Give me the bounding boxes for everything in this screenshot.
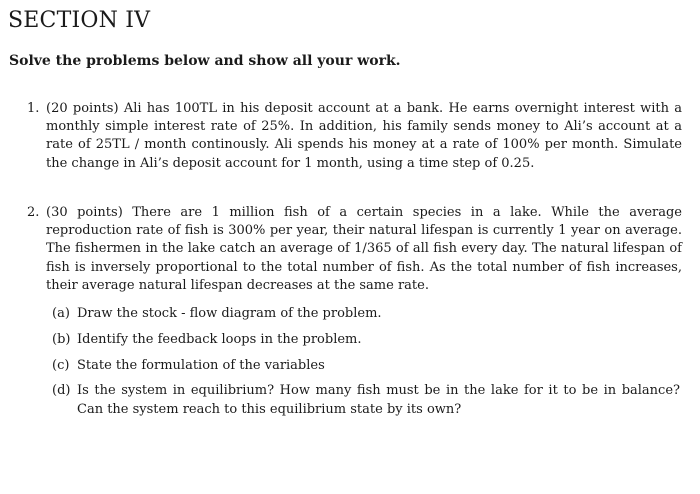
problem-text: (30 points) There are 1 million fish of a certain species in a lake. While the average reproduction rate of fish is 300% per year, their natural lifespan is currently 1 year on average. The fishermen in the lake catch an average of 1/365 of all fish every day. The natural lifespan of fish is inversely proportional to the total number of fish. As the total number of fish increases, their average natural lifespan decreases at the same rate. [46, 205, 682, 293]
section-title: SECTION IV [8, 8, 151, 33]
subpart-label: (c) [52, 357, 70, 373]
subpart-label: (b) [52, 331, 71, 347]
subpart-text: Is the system in equilibrium? How many fish must be in the lake for it to be in balance? Can the system reach to this equilibrium state by its own? [77, 383, 680, 417]
problem-number: 2. [27, 205, 40, 220]
subpart-text: State the formulation of the variables [77, 357, 325, 373]
problem-1 [27, 100, 682, 173]
subpart-text: Draw the stock - flow diagram of the problem. [77, 306, 382, 321]
subpart-label: (a) [52, 306, 70, 321]
subpart-b [52, 331, 680, 349]
instructions: Solve the problems below and show all your work. [9, 53, 401, 69]
subpart-label: (d) [52, 383, 71, 399]
problem-text: (20 points) Ali has 100TL in his deposit account at a bank. He earns overnight interest with a monthly simple interest rate of 25%. In addition, his family sends money to Ali’s account at a rate of 25TL / month continously. Ali spends his money at a rate of 100% per month. Simulate the change in Ali’s deposit account for 1 month, using a time step of 0.25. [46, 101, 682, 171]
subpart-a [52, 305, 680, 323]
subpart-c [52, 357, 680, 375]
problem-2-subparts [52, 305, 680, 426]
problem-number: 1. [27, 101, 40, 116]
problem-2 [27, 204, 682, 295]
subpart-text: Identify the feedback loops in the problem. [77, 331, 362, 347]
subpart-d [52, 382, 680, 418]
